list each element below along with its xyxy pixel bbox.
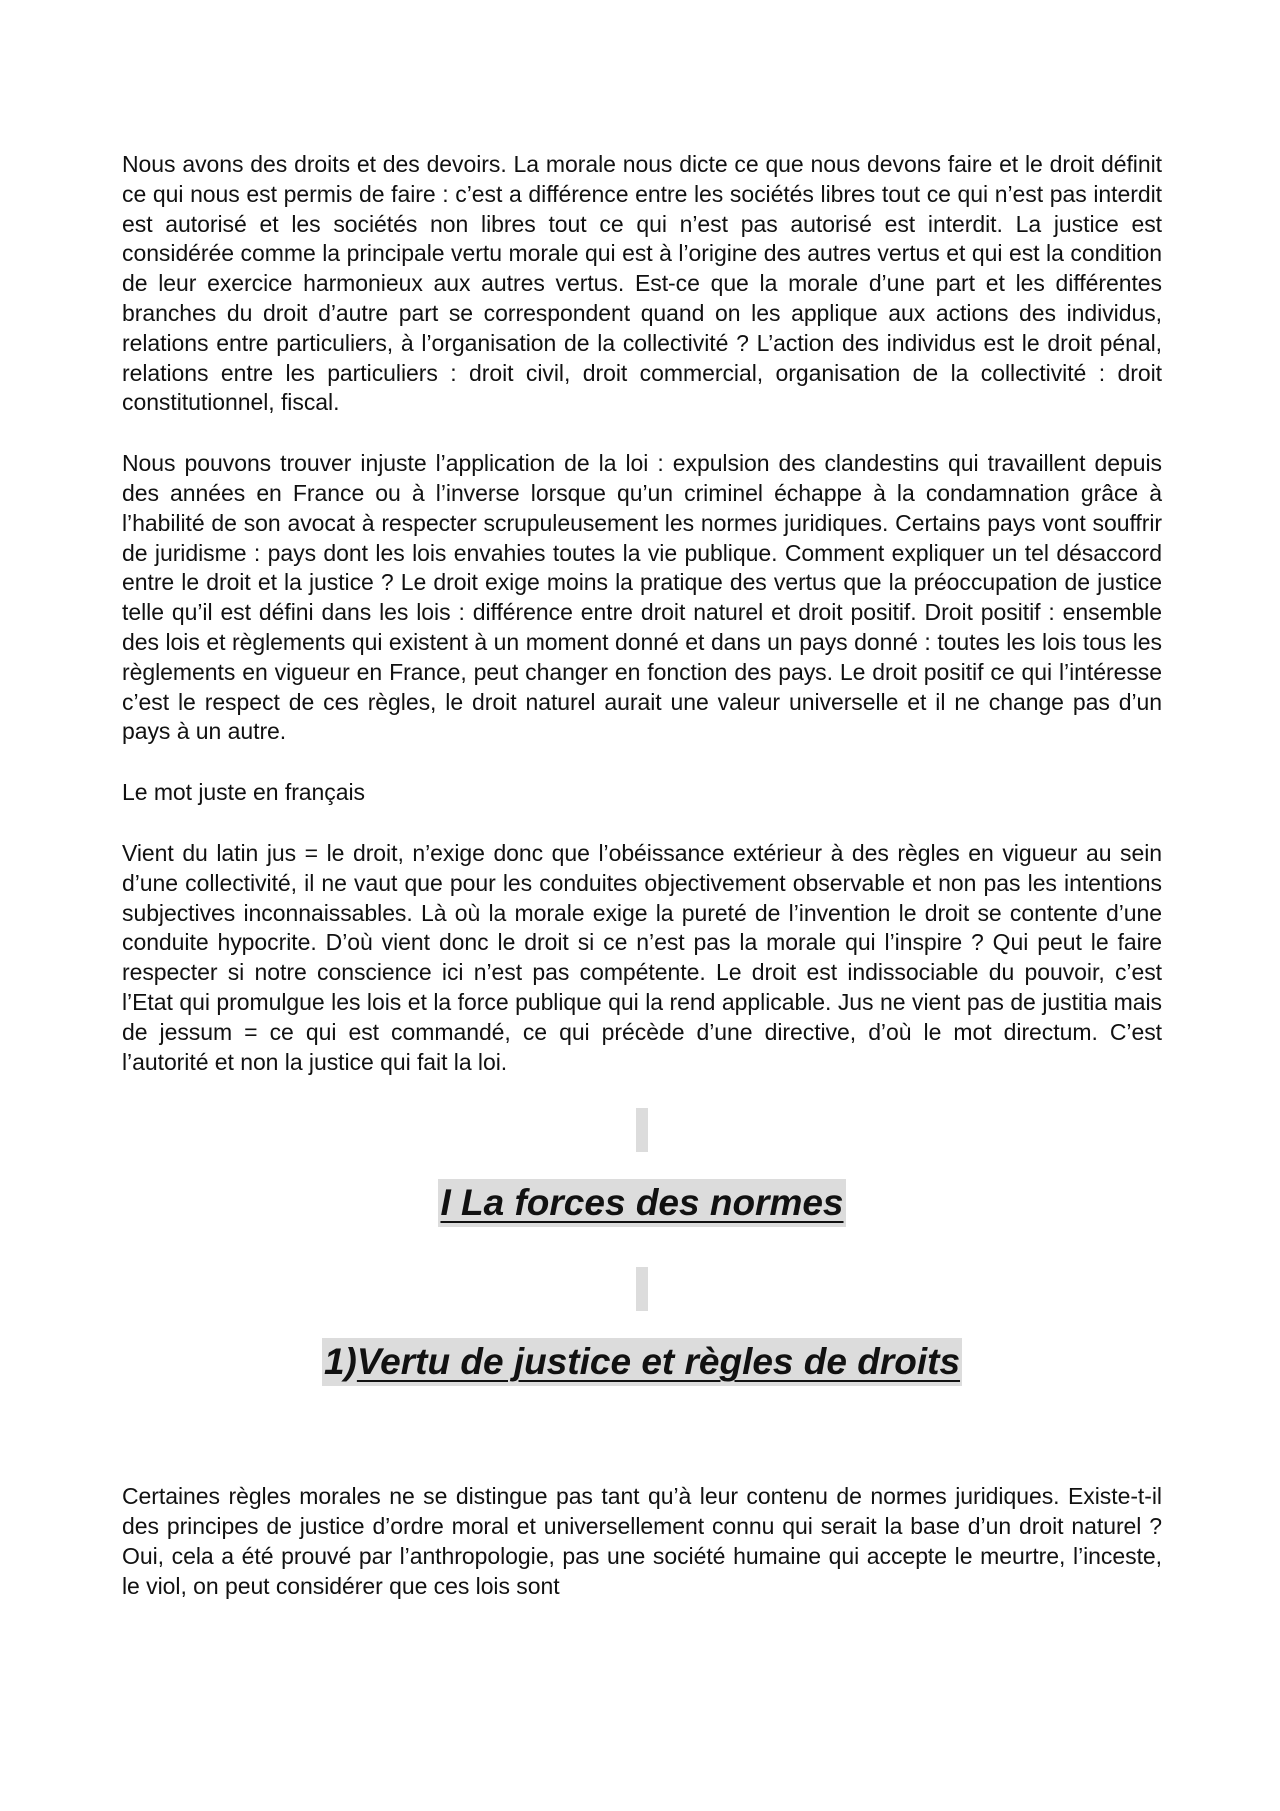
heading-vertu-justice xyxy=(322,1338,962,1386)
heading-force-des-normes: I La forces des normes xyxy=(438,1179,845,1227)
paragraph-mot-juste: Le mot juste en français xyxy=(122,779,365,806)
heading-marker-bar xyxy=(636,1108,648,1152)
document-page xyxy=(122,150,1162,1633)
heading-title: Vertu de justice et règles de droits xyxy=(356,1341,961,1383)
paragraph-regles-morales: Certaines règles morales ne se distingue pas tant qu’à leur contenu de normes juridiques. Existe-t-il des principes de justice d’ordre moral et universellement connu qui serait la base d’un droit naturel ? Oui, cela a été prouvé par l’anthropologie, pas une société humaine qui accepte le meurtre, l’inceste, le viol, on peut considérer que ces lois sont xyxy=(122,1483,1162,1599)
heading-section-1 xyxy=(122,1108,1162,1227)
paragraph-droits-devoirs: Nous avons des droits et des devoirs. La morale nous dicte ce que nous devons faire et le droit définit ce qui nous est permis de faire : c’est a différence entre les sociétés libres tout ce qui n’est pas interdit est autorisé et les sociétés non libres tout ce qui n’est pas autorisé est interdit. La justice est considérée comme la principale vertu morale qui est à l’origine des autres vertus et qui est la condition de leur exercice harmonieux aux autres vertus. Est-ce que la morale d’une part et les différentes branches du droit d’autre part se correspondent quand on les applique aux actions des individus, relations entre particuliers, à l’organisation de la collectivité ? L’action des individus est le droit pénal, relations entre les particuliers : droit civil, droit commercial, organisation de la collectivité : droit constitutionnel, fiscal. xyxy=(122,151,1162,416)
paragraph-latin-jus: Vient du latin jus = le droit, n’exige donc que l’obéissance extérieur à des règles en vigueur au sein d’une collectivité, il ne vaut que pour les conduites objectivement observable et non pas les intentions subjectives inconnaissables. Là où la morale exige la pureté de l’invention le droit se contente d’une conduite hypocrite. D’où vient donc le droit si ce n’est pas la morale qui l’inspire ? Qui peut le faire respecter si notre conscience ici n’est pas compétente. Le droit est indissociable du pouvoir, c’est l’Etat qui promulgue les lois et la force publique qui la rend applicable. Jus ne vient pas de justitia mais de jessum = ce qui est commandé, ce qui précède d’une directive, d’où le mot directum. C’est l’autorité et non la justice qui fait la loi. xyxy=(122,839,1162,1075)
heading-section-2 xyxy=(122,1267,1162,1386)
heading-number: 1) xyxy=(323,1341,357,1383)
heading-marker-bar xyxy=(636,1267,648,1311)
paragraph-injustice-loi: Nous pouvons trouver injuste l’application de la loi : expulsion des clandestins qui travaillent depuis des années en France ou à l’inverse lorsque qu’un criminel échappe à la condamnation grâce à l’habilité de son avocat à respecter scrupuleusement les normes juridiques. Certains pays vont souffrir de juridisme : pays dont les lois envahies toutes la vie publique. Comment expliquer un tel désaccord entre le droit et la justice ? Le droit exige moins la pratique des vertus que la préoccupation de justice telle qu’il est défini dans les lois : différence entre droit naturel et droit positif. Droit positif : ensemble des lois et règlements qui existent à un moment donné et dans un pays donné : toutes les lois tous les règlements en vigueur en France, peut changer en fonction des pays. Le droit positif ce qui l’intéresse c’est le respect de ces règles, le droit naturel aurait une valeur universelle et il ne change pas d’un pays à un autre. xyxy=(122,450,1162,745)
